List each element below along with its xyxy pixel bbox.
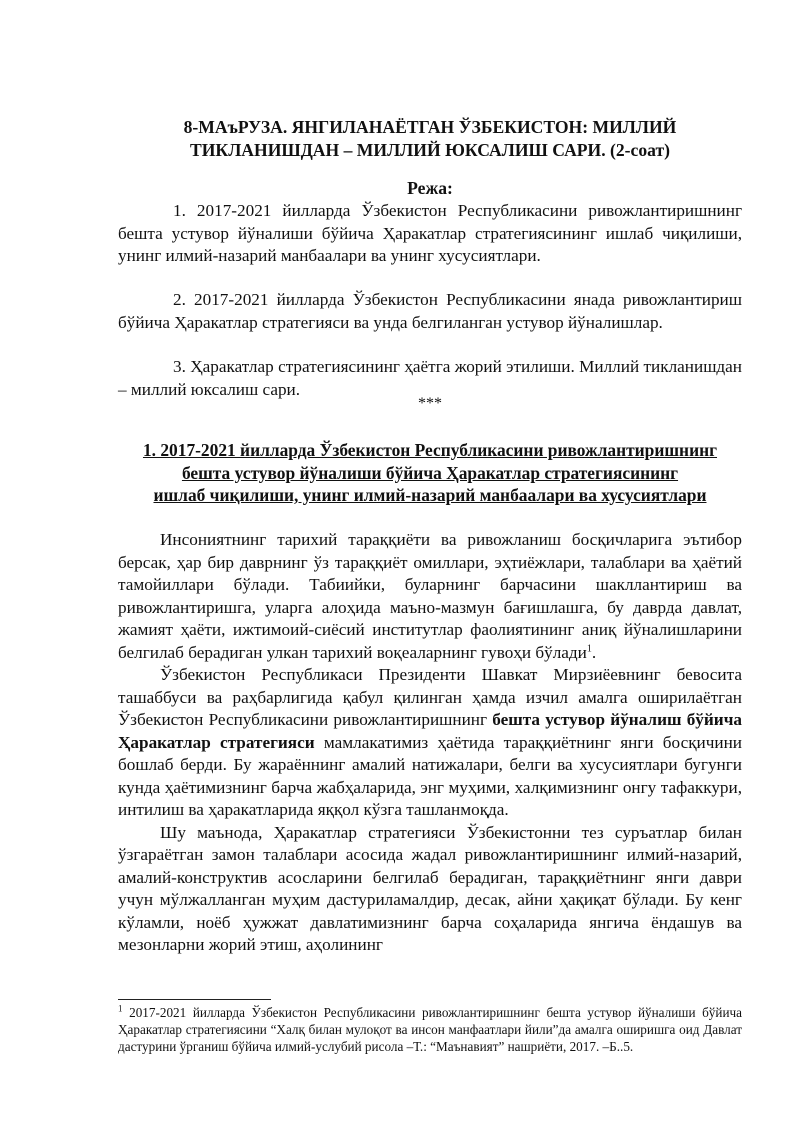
plan-item-2: 2. 2017-2021 йилларда Ўзбекистон Республикасини янада ривожлантириш бўйича Ҳаракатлар стратегияси ва унда белгиланган устувор йўналишлар. [118,290,742,332]
section-heading [110,439,750,507]
paragraph-3: Шу маънода, Ҳаракатлар стратегияси Ўзбекистонни тез суръатлар билан ўзгараётган замон талаблари асосида жадал ривожлантиришнинг илмий-назарий, амалий-конструктив асосларини белгилаб берадиган, тараққиётнинг янги даври учун мўлжалланган муҳим дастуриламалдир, десак, айни ҳақиқат бўлади. Бу кенг кўламли, ноёб ҳужжат давлатимизнинг барча соҳаларида янгича ёндашув ва мезонларни жорий этиш, аҳолининг [118,822,742,954]
footnote [118,1005,742,1055]
paragraph-2-bold: бешта устувор йўналиш бўйича Ҳаракатлар стратегияси [118,710,742,752]
plan-item-1: 1. 2017-2021 йилларда Ўзбекистон Республикасини ривожлантиришнинг бешта устувор йўналиши бўйича Ҳаракатлар стратегиясининг ишлаб чиқилиши, унинг илмий-назарий манбаалари ва унинг хусусиятлари. [118,201,742,265]
section-heading-line-2: бешта устувор йўналиши бўйича Ҳаракатлар стратегиясининг [181,462,679,483]
paragraph-1-text: Инсониятнинг тарихий тараққиёти ва ривожланиш босқичларига эътибор берсак, ҳар бир даврнинг ўз тараққиёт омиллари, эҳтиёжлари, талаблари ва ҳаётий тамойиллари бўлади. Табиийки, буларнинг барчасини шакллантириш ва ривожлантиришга, уларга алоҳида маъно-мазмун бағишлашга, бу даврда давлат, жамият ҳаёти, ижтимоий-сиёсий институтлар фаолиятининг аниқ йўналишларини белгилаб берадиган улкан тарихий воқеаларнинг гувоҳи бўлади [118,530,742,662]
lecture-title-line-2: ТИКЛАНИШДАН – МИЛЛИЙ ЮКСАЛИШ САРИ. (2-соат) [190,140,670,160]
body-text [118,529,742,957]
paragraph-2-text-a: Ўзбекистон Республикаси Президенти Шавкат Мирзиёевнинг бевосита ташаббуси ва раҳбарлигида қабул қилинган ҳамда изчил амалга оширилаётган Ўзбекистон Республикасини ривожлантиришнинг [118,665,742,729]
plan-heading: Режа: [407,178,453,198]
plan-item-3: 3. Ҳаракатлар стратегиясининг ҳаётга жорий этилиши. Миллий тикланишдан – миллий юксалиш сари. [118,357,742,399]
section-heading-line-1: 1. 2017-2021 йилларда Ўзбекистон Республикасини ривожлантиришнинг [142,440,718,460]
separator-stars: *** [418,395,442,412]
footnote-number: 1 [118,1003,123,1014]
lecture-title [100,116,760,162]
footnote-ref[interactable]: 1 [586,642,592,654]
lecture-title-line-1: 8-МАъРУЗА. ЯНГИЛАНАЁТГАН ЎЗБЕКИСТОН: МИЛЛИЙ [183,117,677,137]
footnote-separator [118,999,271,1000]
paragraph-2 [118,664,742,822]
footnote-text: 2017-2021 йилларда Ўзбекистон Республикасини ривожлантиришнинг бешта устувор йўналиши бўйича Ҳаракатлар стратегиясини “Халқ билан мулоқот ва инсон манфаатлари йили”да амалга оширишга оид Давлат дастурини ўрганиш бўйича илмий-услубий рисола –Т.: “Маънавият” нашриёти, 2017. –Б..5. [118,1005,742,1054]
paragraph-1: Инсониятнинг тарихий тараққиёти ва ривожланиш босқичларига эътибор берсак, ҳар бир даврнинг ўз тараққиёт омиллари, эҳтиёжлари, талаблари ва ҳаётий тамойиллари бўлади. Табиийки, буларнинг барчасини шакллантириш ва ривожлантиришга, уларга алоҳида маъно-мазмун бағишлашга, бу даврда давлат, жамият ҳаёти, ижтимоий-сиёсий институтлар фаолиятининг аниқ йўналишларини белгилаб берадиган улкан тарихий воқеаларнинг гувоҳи бўлади$^1$. [118,530,742,662]
section-heading-line-3: ишлаб чиқилиши, унинг илмий-назарий манбаалари ва хусусиятлари [153,485,707,505]
paragraph-2-text-b: мамлакатимиз ҳаётида тараққиётнинг янги босқичини бошлаб берди. Бу жараённинг амалий натижалари, белги ва хусусиятлари бугунги кунда ҳаётимизнинг барча жабҳаларида, энг муҳими, халқимизнинг онгу тафаккури, интилиш ва ҳаракатларида яққол кўзга ташланмоқда. [118,732,742,819]
